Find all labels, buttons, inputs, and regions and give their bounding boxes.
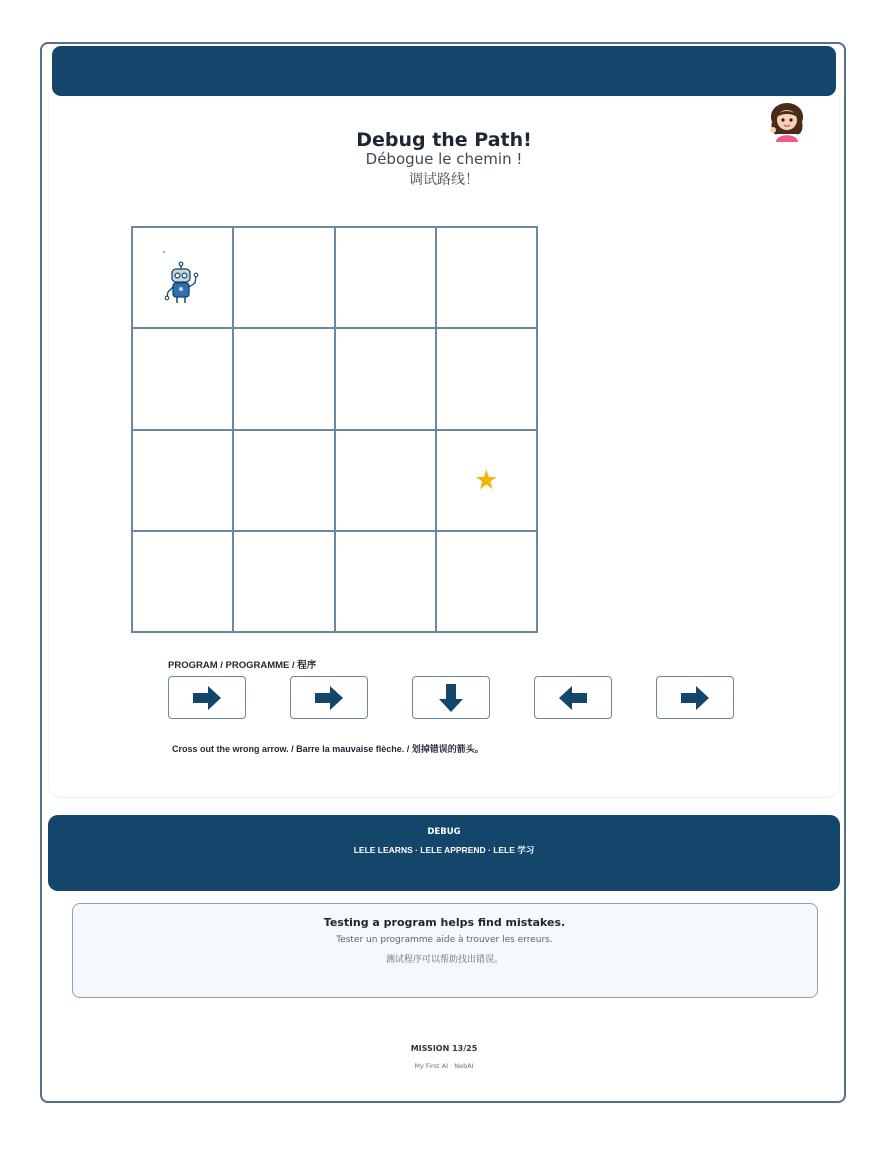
page-title: Debug the Path!	[356, 129, 532, 151]
credit-text: My First AI · NebAI	[414, 1062, 474, 1070]
footer-banner	[48, 815, 840, 891]
top-banner	[52, 46, 836, 96]
grid-cell	[132, 531, 233, 632]
grid-cell	[233, 328, 334, 429]
grid-cell	[335, 531, 436, 632]
tip-text-english: Testing a program helps find mistakes.	[323, 916, 566, 929]
grid-cell	[335, 328, 436, 429]
star-icon: ★	[474, 464, 499, 496]
grid-cell	[436, 227, 537, 328]
robot-icon	[158, 261, 204, 307]
grid-cell	[335, 227, 436, 328]
grid-cell	[436, 531, 537, 632]
arrow-left-icon	[556, 684, 590, 712]
arrow-right-icon	[678, 684, 712, 712]
program-arrow-3[interactable]	[412, 676, 490, 719]
program-arrow-4[interactable]	[534, 676, 612, 719]
program-arrow-2[interactable]	[290, 676, 368, 719]
instruction-text: Cross out the wrong arrow. / Barre la mauvaise flèche. / 划掉错误的箭头。	[172, 744, 484, 754]
page-title-chinese: 调试路线！	[409, 172, 479, 188]
program-arrow-row	[0, 676, 888, 720]
arrow-down-icon	[434, 684, 468, 712]
tip-text-french: Tester un programme aide à trouver les erreurs.	[336, 935, 553, 945]
program-arrow-5[interactable]	[656, 676, 734, 719]
grid-cell	[132, 227, 233, 328]
page-title-french: Débogue le chemin !	[365, 150, 523, 168]
path-grid	[131, 226, 538, 633]
footer-title: DEBUG	[427, 827, 461, 837]
grid-cell	[132, 328, 233, 429]
grid-cell	[233, 430, 334, 531]
tip-text-chinese: 测试程序可以帮助找出错误。	[385, 955, 503, 965]
mission-counter: MISSION 13/25	[410, 1044, 478, 1053]
grid-cell	[436, 430, 537, 531]
arrow-right-icon	[312, 684, 346, 712]
grid-cell	[436, 328, 537, 429]
dot-mark	[163, 251, 165, 253]
footer-subtitle: LELE LEARNS · LELE APPREND · LELE 学习	[353, 845, 535, 855]
program-arrow-1[interactable]	[168, 676, 246, 719]
grid-cell	[132, 430, 233, 531]
grid-cell	[233, 531, 334, 632]
arrow-right-icon	[190, 684, 224, 712]
tip-box	[72, 903, 818, 998]
grid-cell	[233, 227, 334, 328]
program-label: PROGRAM / PROGRAMME / 程序	[168, 660, 317, 671]
grid-cell	[335, 430, 436, 531]
